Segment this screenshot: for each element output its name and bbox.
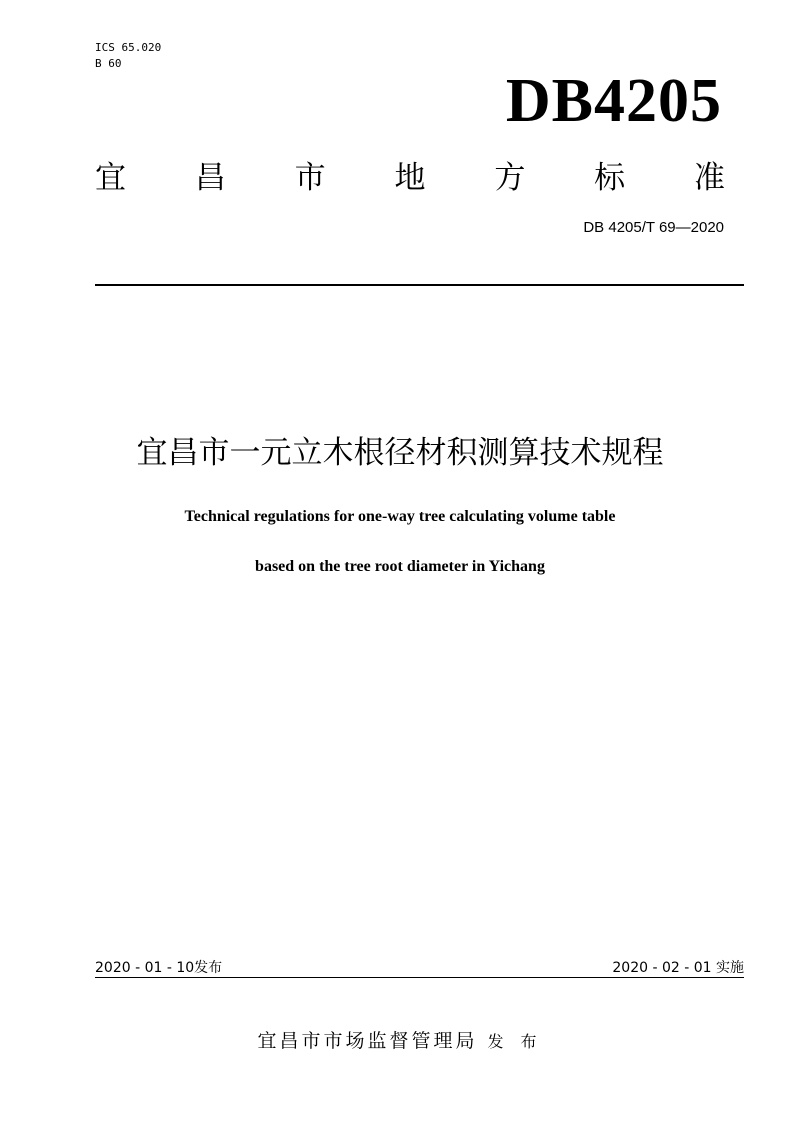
- issue-label: 发布: [194, 960, 223, 976]
- ics-code-block: [95, 40, 161, 72]
- standard-type-char: 标: [594, 160, 626, 196]
- title-chinese: 宜昌市一元立木根径材积测算技术规程: [136, 435, 664, 471]
- issuer-line: [0, 1028, 800, 1055]
- title-english-line2: based on the tree root diameter in Yichang: [255, 558, 545, 575]
- standard-type-heading: [95, 158, 725, 198]
- title-english-line1: Technical regulations for one-way tree calculating volume table: [184, 508, 616, 525]
- standard-type-char: 地: [394, 160, 426, 196]
- footer-divider: [95, 977, 744, 978]
- category-code: B 60: [95, 57, 122, 70]
- standard-type-char: 方: [494, 160, 526, 196]
- issuer-name: 宜昌市市场监督管理局: [257, 1030, 478, 1052]
- issue-date-block: [95, 958, 222, 978]
- implement-date-block: [612, 958, 744, 978]
- ics-code: ICS 65.020: [95, 41, 162, 54]
- implement-date: 2020 - 02 - 01: [612, 960, 712, 976]
- standard-type-char: 准: [693, 160, 725, 196]
- issue-date: 2020 - 01 - 10: [95, 960, 195, 976]
- standard-number: DB 4205/T 69—2020: [583, 219, 724, 236]
- issuer-action: 发 布: [487, 1032, 543, 1051]
- implement-label: 实施: [716, 960, 744, 976]
- standard-type-char: 昌: [194, 160, 226, 196]
- standard-type-char: 宜: [95, 160, 126, 196]
- header-divider: [95, 284, 744, 286]
- db-code-title: DB4205: [505, 67, 722, 135]
- standard-type-char: 市: [294, 160, 326, 196]
